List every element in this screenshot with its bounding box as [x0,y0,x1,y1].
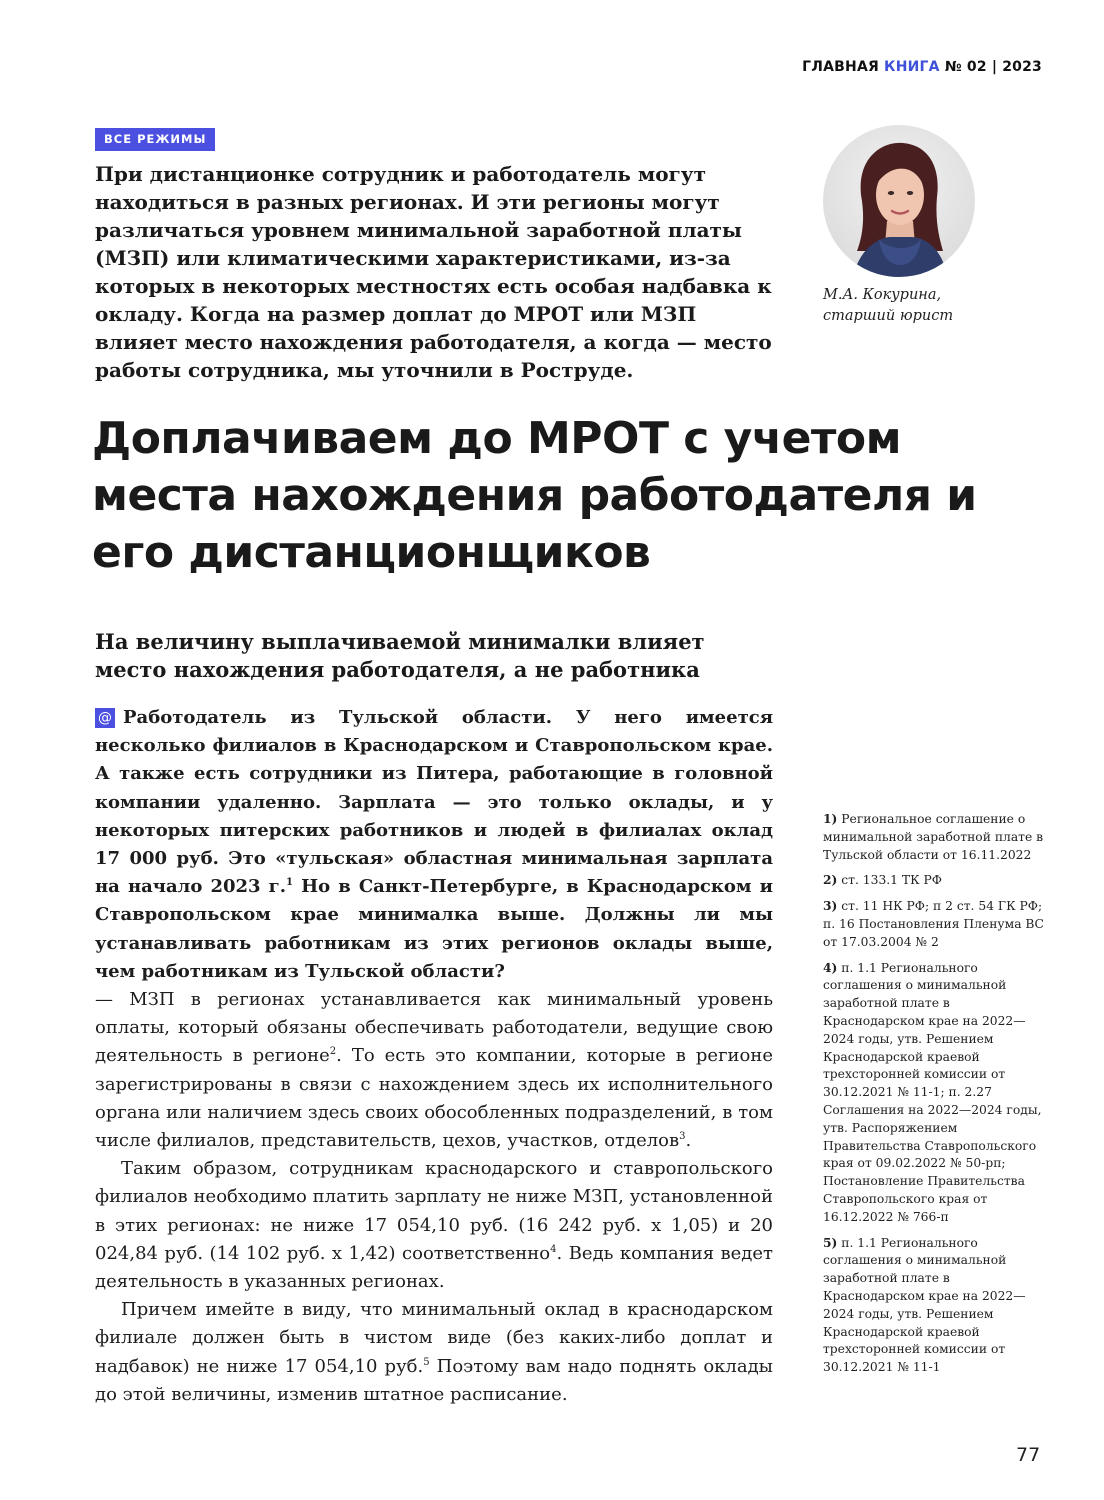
answer-text: Таким образом, сотрудникам краснодарского и ставропольского филиалов необходимо платить зарплату не ниже МЗП, установленной в этих регионах: не ниже 17 054,10 руб. (16 242 руб. x 1,05) и 20 024,84 руб. (14 102 руб. x 1,42) соответственно [95,1158,773,1264]
answer-text: Причем имейте в виду, что минимальный оклад в краснодарском филиале должен быть в чистом виде (без каких-либо доплат и надбавок) не ниже 17 054,10 руб. [95,1299,773,1377]
page-number: 77 [1016,1444,1041,1466]
footnotes [823,810,1051,1384]
footnote-text: Региональное соглашение о минимальной заработной плате в Тульской области от 16.11.2022 [823,812,1044,862]
footnote-item [823,810,1051,864]
footnote-ref: 1 [285,877,293,889]
author-caption [823,285,1023,327]
footnote-ref: 3 [679,1131,686,1143]
footnote-text: п. 1.1 Регионального соглашения о минимальной заработной плате в Краснодарском крае на 2022—2024 годы, утв. Решением Краснодарской краевой трехсторонней комиссии от 30.12.2021 № 11-1; п. 2.27 Соглашения на 2022—2024 годы, утв. Распоряжением Правительства Ставропольского края от 09.02.2022 № 50-рп; Постановление Правительства Ставропольского края от 16.12.2022 № 766-п [823,960,1042,1224]
footnote-text: ст. 133.1 ТК РФ [837,873,943,888]
article-body [95,704,773,1409]
answer-text: . Ведь компания ведет деятельность в указанных регионах. [95,1242,773,1293]
footnote-ref: 2 [329,1046,337,1058]
article-title: Доплачиваем до МРОТ с учетом места нахождения работодателя и его дистанционщиков [92,413,977,578]
author-portrait-image [823,125,975,277]
author-position: старший юрист [823,308,954,324]
answer-text: Поэтому вам надо поднять оклады до этой величины, изменив штатное расписание. [95,1355,773,1405]
footnote-number: 5) [823,1234,838,1250]
footnote-text: п. 1.1 Регионального соглашения о минимальной заработной плате в Краснодарском крае на 2022—2024 годы, утв. Решением Краснодарской краевой трехсторонней комиссии от 30.12.2021 № 11-1 [823,1235,1026,1375]
lead-paragraph: При дистанционке сотрудник и работодатель могут находиться в разных регионах. И эти регионы могут различаться уровнем минимальной заработной платы (МЗП) или климатическими характеристиками, из-за которых в некоторых местностях есть особая надбавка к окладу. Когда на размер доплат до МРОТ или МЗП влияет место нахождения работодателя, а когда — место работы сотрудника, мы уточнили в Роструде. [95,162,772,382]
footnote-number: 1) [823,811,838,826]
answer-text: . То есть это компании, которые в регионе зарегистрированы в связи с нахождением здесь их исполнительного органа или наличием здесь своих обособленных подразделений, в том числе филиалов, представительств, цехов, участков, отделов [95,1045,774,1152]
section-subheading: На величину выплачиваемой минималки влияет место нахождения работодателя, а не работника [95,629,705,682]
question-text: Работодатель из Тульской области. У него имеется несколько филиалов в Краснодарском и Ставропольском крае. А также есть сотрудники из Питера, работающие в головной компании удаленно. Зарплата — это только оклады, и у некоторых питерских работников и людей в филиалах оклад 17 000 руб. Это «тульская» областная минимальная зарплата на начало 2023 г. [95,707,773,898]
footnote-number: 2) [823,872,838,888]
answer-text: — МЗП в регионах устанавливается как минимальный уровень оплаты, который обязаны обеспечивать работодатели, ведущие свою деятельность в регионе [95,989,773,1067]
question-at-icon: @ [95,708,115,728]
issue-number: № 02 | 2023 [944,59,1042,75]
answer-paragraph-1 [95,986,773,1155]
footnote-item [823,959,1051,1227]
footnote-text: ст. 11 НК РФ; п 2 ст. 54 ГК РФ; п. 16 Постановления Пленума ВС от 17.03.2004 № 2 [823,899,1044,949]
footnote-number: 3) [823,898,838,914]
magazine-name: ГЛАВНАЯ [802,59,879,75]
footnote-item [823,897,1051,951]
footnote-ref: 5 [423,1356,430,1368]
question-text-continued: Но в Санкт-Петербурге, в Краснодарском и Ставропольском крае минималка выше. Должны ли мы устанавливать работникам из этих регионов оклады выше, чем работникам из Тульской области? [95,876,773,982]
answer-text: . [685,1130,692,1152]
footnote-number: 4) [823,959,838,975]
magazine-name-accent: КНИГА [884,59,940,75]
author-photo [823,125,975,277]
footnote-item [823,871,1051,890]
answer-paragraph-3 [95,1296,773,1409]
author-name: М.А. Кокурина, [823,287,942,303]
masthead [802,59,1042,75]
category-tag: ВСЕ РЕЖИМЫ [95,128,215,151]
reader-question [95,704,773,986]
footnote-item [823,1234,1051,1377]
answer-paragraph-2 [95,1155,773,1296]
footnote-ref: 4 [550,1243,557,1255]
